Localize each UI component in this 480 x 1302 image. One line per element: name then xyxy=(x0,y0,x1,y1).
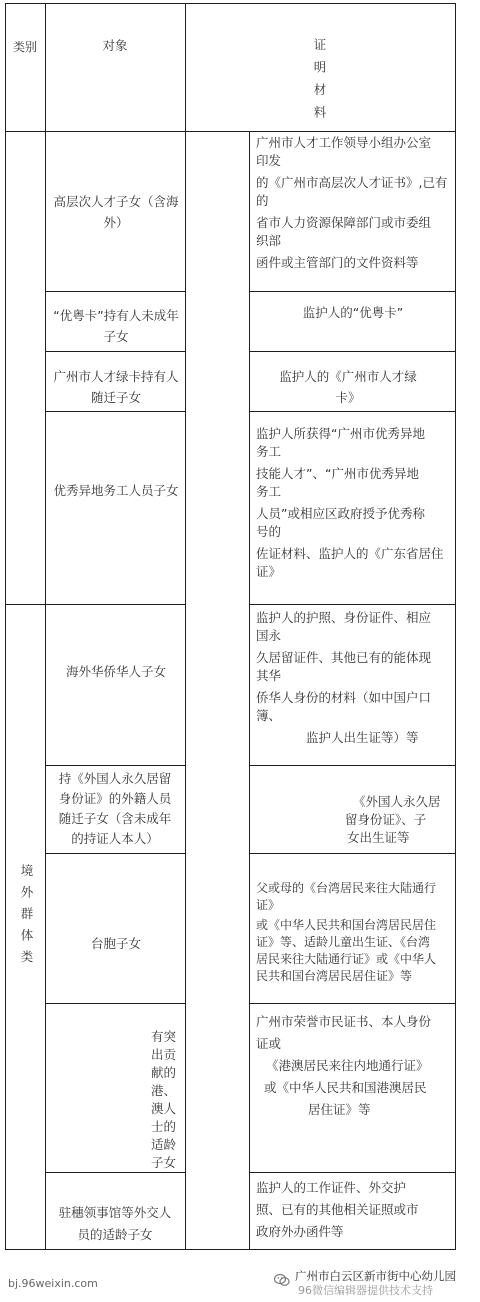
materials-line: 广州市荣誉市民证书、本人身份 xyxy=(256,1014,432,1029)
object-line: 身份证》的外籍人员 xyxy=(58,791,172,806)
object-line: 出贡 xyxy=(151,1047,177,1062)
row-line-5-mat xyxy=(249,765,456,766)
row-line-7 xyxy=(45,1003,186,1004)
col-divider-object xyxy=(185,3,186,1250)
materials-line: 或《中华人民共和国台湾居民居住 xyxy=(256,918,437,932)
materials-line: 的《广州市高层次人才证书》,已有 xyxy=(256,175,448,190)
object-cell: 高层次人才子女（含海外） xyxy=(53,194,179,230)
row-line-5 xyxy=(45,765,186,766)
materials-cell xyxy=(256,425,452,581)
materials-line: 或《中华人民共和国港澳居民 xyxy=(264,1080,427,1095)
object-cell: 海外华侨华人子女 xyxy=(65,664,166,679)
object-line: 驻穗领事馆等外交人 xyxy=(58,1205,172,1220)
materials-line: 簿、 xyxy=(256,708,282,723)
object-line: 澳人 xyxy=(151,1101,177,1116)
editor-credit: 96微信编辑器提供技术支持 xyxy=(298,1284,433,1297)
col-divider-category xyxy=(45,3,46,1250)
footer-site-link[interactable]: bj.96weixin.com xyxy=(8,1277,98,1290)
materials-line: 务工 xyxy=(256,444,282,459)
object-line: 献的 xyxy=(151,1065,177,1080)
materials-line: 照、已有的其他相关证照或市 xyxy=(256,1202,419,1217)
materials-cell xyxy=(250,304,456,322)
materials-line: 函件或主管部门的文件资料等 xyxy=(256,255,419,270)
header-object: 对象 xyxy=(102,38,128,53)
materials-cell xyxy=(256,1177,452,1243)
object-cell: 优秀异地务工人员子女 xyxy=(53,483,179,498)
header-materials: 证明材料 xyxy=(312,38,327,128)
row-line-3 xyxy=(45,411,186,412)
row-line-4 xyxy=(5,604,186,605)
materials-line: 监护人的“优粤卡” xyxy=(302,305,404,320)
object-line: 有突 xyxy=(151,1029,177,1044)
row-line-2-mat xyxy=(249,351,456,352)
materials-line: 监护人出生证等）等 xyxy=(306,730,419,745)
object-line: 港、 xyxy=(151,1083,177,1098)
group-label-overseas: 境外群体类 xyxy=(19,864,34,972)
table-border-right xyxy=(455,3,456,1250)
materials-line: 久居留证件、其他已有的能体现 xyxy=(256,650,432,665)
materials-line: 广州市人才工作领导小组办公室 xyxy=(256,135,432,150)
object-cell xyxy=(48,1202,182,1246)
object-line: 士的 xyxy=(151,1119,177,1134)
header-bottom-line xyxy=(5,131,456,132)
materials-cell xyxy=(256,134,452,272)
materials-line: 侨华人身份的材料（如中国户口 xyxy=(256,690,432,705)
object-line: 持《外国人永久居留 xyxy=(58,771,172,786)
materials-line: 居住证》等 xyxy=(308,1102,371,1117)
header-category: 类别 xyxy=(12,40,37,54)
object-line: 适龄 xyxy=(151,1137,177,1152)
col-divider-materials xyxy=(249,132,250,1250)
materials-line: 的 xyxy=(256,193,269,208)
materials-line: 监护人的《广州市人才绿 xyxy=(279,369,417,384)
materials-line: 号的 xyxy=(256,524,282,539)
materials-line: 证》等、适龄儿童出生证、《台湾 xyxy=(256,935,431,949)
table-border-left xyxy=(5,3,6,1250)
materials-line: 《外国人永久居 xyxy=(353,794,441,809)
row-line-6 xyxy=(45,853,186,854)
materials-line: 监护人的工作证件、外交护 xyxy=(256,1180,407,1195)
materials-cell xyxy=(258,366,438,408)
materials-line: 证》 xyxy=(256,564,282,579)
materials-line: 佐证材料、监护人的《广东省居住 xyxy=(256,546,444,561)
materials-line: 其华 xyxy=(256,668,282,683)
row-line-1-mat xyxy=(249,291,456,292)
materials-line: 留身份证》、子 xyxy=(345,812,427,827)
materials-line: 务工 xyxy=(256,484,282,499)
materials-line: 民共和国台湾居民居住证》等 xyxy=(256,969,413,983)
row-line-7-mat xyxy=(249,1003,456,1004)
row-line-2 xyxy=(45,351,186,352)
materials-line: 人员”或相应区政府授予优秀称 xyxy=(256,506,425,521)
materials-line: 证或 xyxy=(256,1036,282,1051)
materials-line: 印发 xyxy=(256,153,282,168)
row-line-8-mat xyxy=(249,1172,456,1173)
object-cell: 台胞子女 xyxy=(90,936,141,951)
materials-line: 国永 xyxy=(256,628,282,643)
materials-line: 女出生证等 xyxy=(347,830,410,845)
row-line-8 xyxy=(45,1172,186,1173)
materials-cell xyxy=(345,793,451,847)
materials-cell xyxy=(256,880,455,985)
object-cell xyxy=(48,769,182,849)
wechat-icon xyxy=(274,1273,290,1287)
object-cell xyxy=(151,1028,185,1172)
row-line-3-mat xyxy=(249,411,456,412)
materials-line: 《港澳居民来往内地通行证》 xyxy=(266,1058,429,1073)
materials-line: 省市人力资源保障部门或市委组 xyxy=(256,215,432,230)
materials-line: 卡》 xyxy=(335,390,361,405)
table-border-bottom xyxy=(5,1249,456,1250)
row-line-6-mat xyxy=(249,853,456,854)
object-cell: “优粤卡”持有人未成年子女 xyxy=(53,308,179,344)
wechat-account-badge[interactable] xyxy=(274,1266,472,1298)
object-line: 随迁子女（含未成年 xyxy=(58,811,172,826)
materials-line: 父或母的《台湾居民来往大陆通行 xyxy=(256,881,437,895)
materials-line: 证》 xyxy=(256,898,281,912)
object-line: 的持证人本人） xyxy=(71,831,159,846)
object-line: 子女 xyxy=(151,1155,177,1170)
row-line-4-mat xyxy=(249,604,456,605)
materials-cell xyxy=(256,609,452,747)
object-cell: 广州市人才绿卡持有人随迁子女 xyxy=(53,369,179,405)
materials-cell xyxy=(256,1011,452,1121)
table-border-top xyxy=(5,3,456,4)
materials-line: 居民来往大陆通行证》或《中华人 xyxy=(256,952,437,966)
materials-line: 监护人的护照、身份证件、相应 xyxy=(256,610,432,625)
materials-line: 监护人所获得“广州市优秀异地 xyxy=(256,426,425,441)
object-line: 员的适龄子女 xyxy=(77,1227,153,1242)
wechat-account-name: 广州市白云区新市街中心幼儿园 xyxy=(295,1269,456,1283)
materials-line: 政府外办函件等 xyxy=(256,1224,344,1239)
materials-line: 织部 xyxy=(256,233,282,248)
materials-line: 技能人才”、“广州市优秀异地 xyxy=(256,466,419,481)
row-line-1 xyxy=(45,291,186,292)
